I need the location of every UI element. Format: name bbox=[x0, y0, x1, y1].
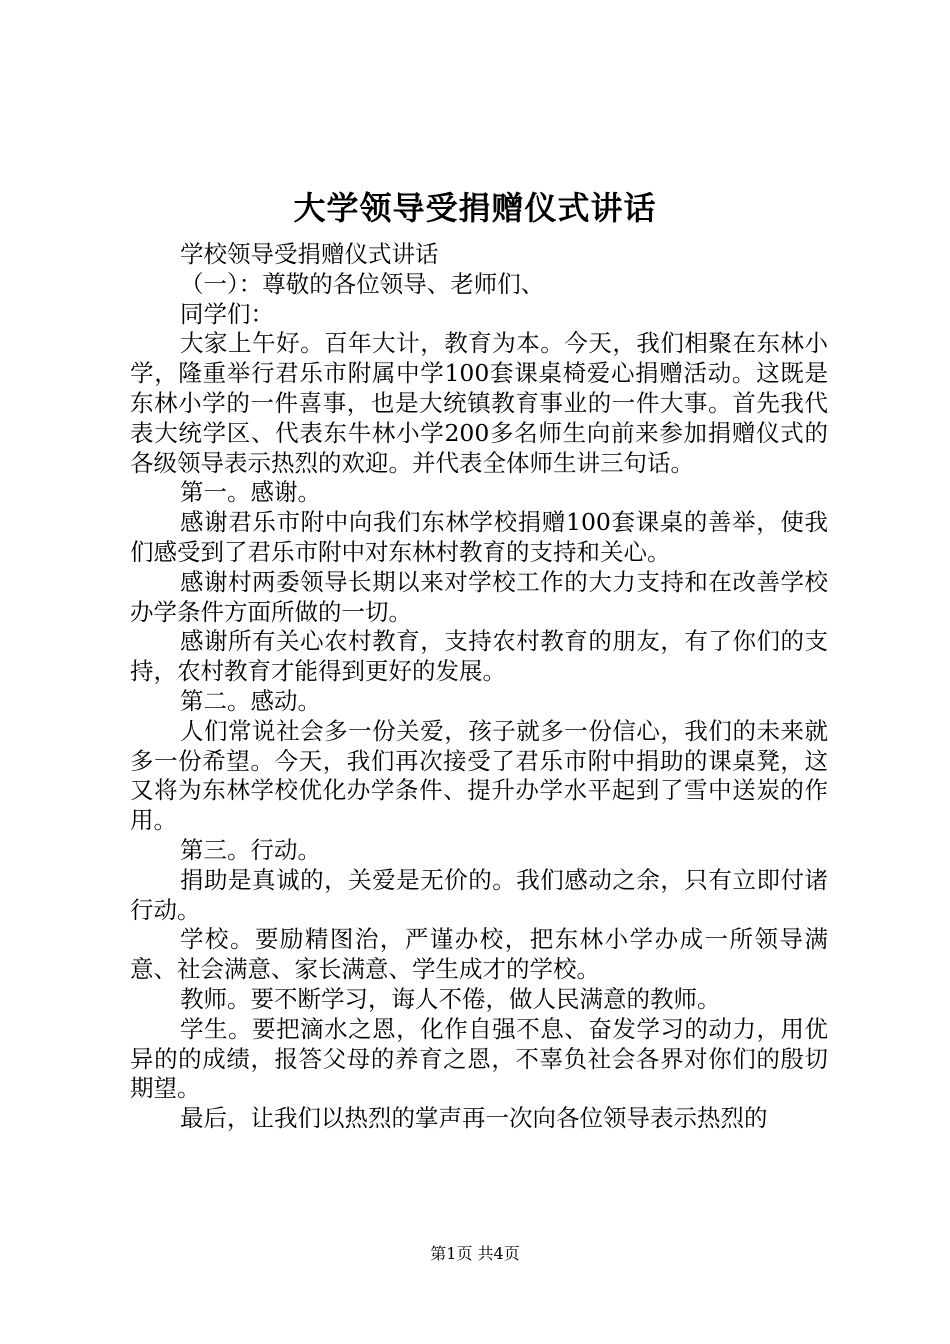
page-footer: 第1页 共4页 bbox=[430, 1244, 520, 1263]
paragraph: 人们常说社会多一份关爱，孩子就多一份信心，我们的未来就多一份希望。今天，我们再次接受了君乐市附中捐助的课桌凳，这又将为东林学校优化办学条件、提升办学水平起到了雪中送炭的作用。 bbox=[130, 716, 828, 835]
paragraph: 感谢君乐市附中向我们东林学校捐赠100套课桌的善举，使我们感受到了君乐市附中对东林村教育的支持和关心。 bbox=[130, 508, 828, 566]
paragraph: 感谢所有关心农村教育，支持农村教育的朋友，有了你们的支持，农村教育才能得到更好的发展。 bbox=[130, 627, 828, 686]
paragraph: 感谢村两委领导长期以来对学校工作的大力支持和在改善学校办学条件方面所做的一切。 bbox=[130, 567, 828, 626]
paragraph: 第一。感谢。 bbox=[180, 478, 321, 507]
paragraph: 大家上午好。百年大计，教育为本。今天，我们相聚在东林小学，隆重举行君乐市附属中学100套课桌椅爱心捐赠活动。这既是东林小学的一件喜事，也是大统镇教育事业的一件大事。首先我代表大统学区、代表东牛林小学200多名师生向前来参加捐赠仪式的各级领导表示热烈的欢迎。并代表全体师生讲三句话。 bbox=[130, 329, 828, 477]
paragraph: 学校领导受捐赠仪式讲话 bbox=[180, 240, 439, 268]
document-body bbox=[130, 240, 828, 1134]
paragraph: 学校。要励精图治，严谨办校，把东林小学办成一所领导满意、社会满意、家长满意、学生成才的学校。 bbox=[130, 925, 828, 984]
paragraph: 最后，让我们以热烈的掌声再一次向各位领导表示热烈的 bbox=[180, 1104, 768, 1133]
paragraph: 教师。要不断学习，诲人不倦，做人民满意的教师。 bbox=[180, 984, 721, 1013]
paragraph: 学生。要把滴水之恩，化作自强不息、奋发学习的动力，用优异的的成绩，报答父母的养育之恩，不辜负社会各界对你们的殷切期望。 bbox=[130, 1014, 828, 1103]
paragraph: 捐助是真诚的，关爱是无价的。我们感动之余，只有立即付诸行动。 bbox=[130, 865, 828, 924]
paragraph: （一）：尊敬的各位领导、老师们、 bbox=[180, 269, 545, 298]
paragraph: 同学们： bbox=[180, 299, 274, 328]
document-title: 大学领导受捐赠仪式讲话 bbox=[293, 189, 657, 227]
paragraph: 第三。行动。 bbox=[180, 835, 321, 864]
paragraph: 第二。感动。 bbox=[180, 686, 321, 715]
